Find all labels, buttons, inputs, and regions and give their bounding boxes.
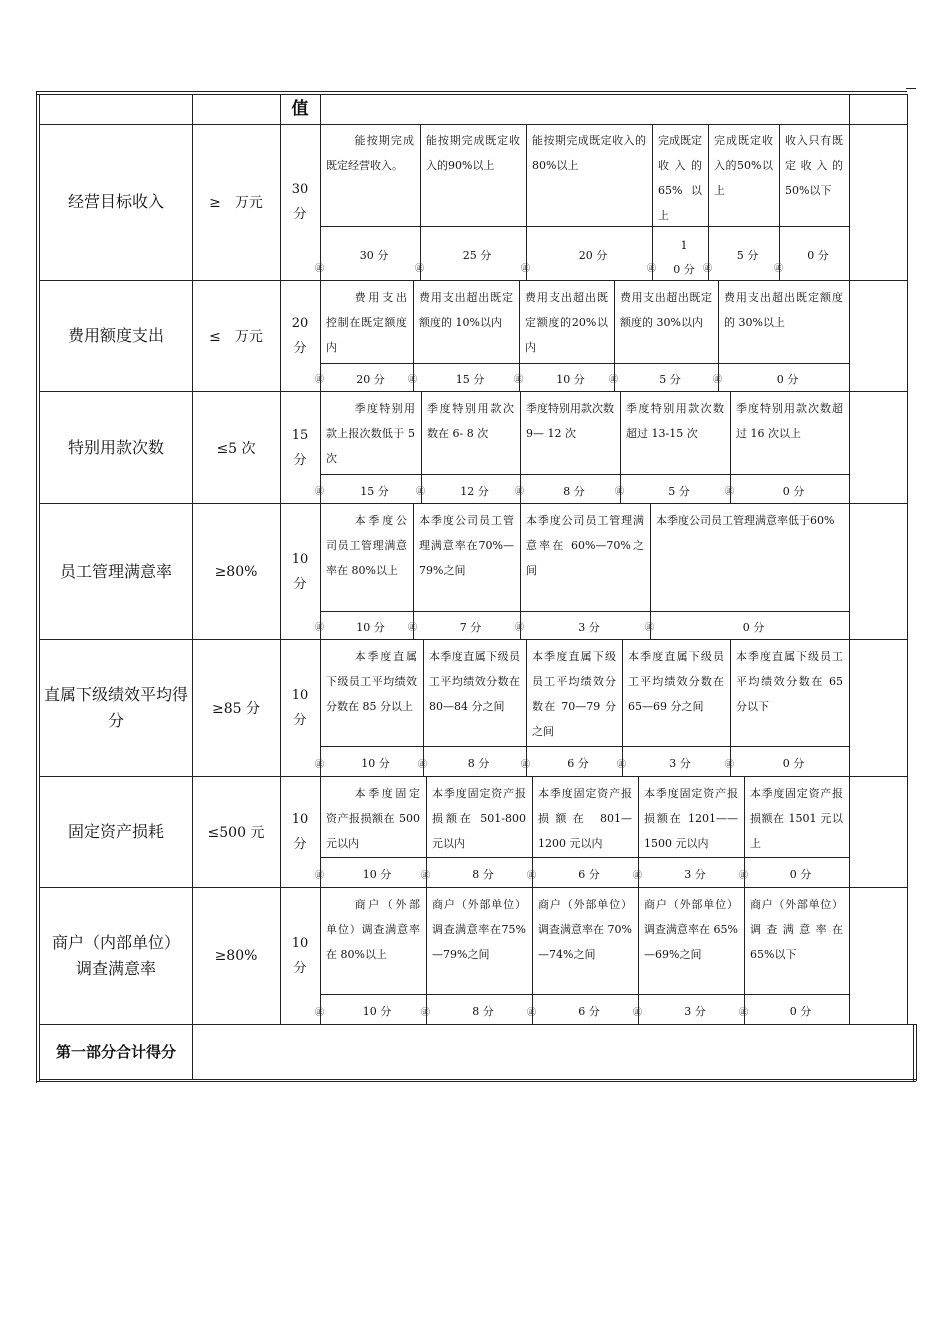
level-description: 季度特别用款次数超过 13-15 次 xyxy=(626,402,724,440)
circle-mark: ㊣ xyxy=(315,1008,325,1018)
level-description: 季度特别用款次数 9— 12 次 xyxy=(526,402,614,440)
metric-name: 经营目标收入 xyxy=(67,192,164,211)
level-score: 0 分 xyxy=(789,868,812,881)
metric-target: ≥80% xyxy=(214,948,258,964)
level-score: 10 分 xyxy=(556,373,585,386)
level-score: 5 分 xyxy=(736,249,759,262)
metric-weight: 10 分 xyxy=(291,688,309,728)
level-score: 6 分 xyxy=(578,1005,600,1018)
level-description: 本季度直属下级员工平均绩效分数在 80—84 分之间 xyxy=(429,650,520,713)
metric-name: 直属下级绩效平均得分 xyxy=(43,685,188,730)
metric-weight: 10 分 xyxy=(291,551,309,592)
level-description: 能按期完成既定收入的90%以上 xyxy=(426,134,520,172)
level-score: 20 分 xyxy=(356,373,385,386)
grid-line xyxy=(849,640,850,776)
circle-mark: ㊣ xyxy=(725,760,735,770)
circle-mark: ㊣ xyxy=(416,487,426,497)
grid-line xyxy=(320,226,849,227)
grid-line xyxy=(320,746,849,747)
grid-line xyxy=(39,1079,916,1080)
grid-line xyxy=(320,611,849,612)
metric-target: ≥85 分 xyxy=(212,701,260,717)
grid-line xyxy=(423,640,424,776)
level-description: 本季度直属下级员工平均绩效分数在 65—69 分之间 xyxy=(628,650,724,713)
circle-mark: ㊣ xyxy=(725,487,735,497)
metric-target: ≤500 元 xyxy=(207,825,265,841)
level-description: 本季度直属下级员工平均绩效分数在 85 分以上 xyxy=(326,650,417,713)
level-description: 本季度固定资产报损额在 801—1200 元以内 xyxy=(538,787,632,850)
level-description: 本季度固定资产报损额在 1201——1500 元以内 xyxy=(644,787,738,850)
grid-line xyxy=(413,504,414,639)
level-description: 费用支出超出既定额度的20%以内 xyxy=(525,291,608,354)
circle-mark: ㊣ xyxy=(315,264,325,274)
grid-line xyxy=(320,994,849,995)
grid-line xyxy=(652,124,653,280)
level-description: 收入只有既定收入的 50%以下 xyxy=(785,134,843,197)
level-score: 8 分 xyxy=(472,868,494,881)
metric-weight: 20 分 xyxy=(291,316,309,356)
grid-line xyxy=(426,888,427,1024)
grid-line xyxy=(420,124,421,280)
circle-mark: ㊣ xyxy=(703,264,713,274)
level-description: 季度特别用款次数在 6- 8 次 xyxy=(427,402,514,440)
grid-line xyxy=(906,88,916,89)
circle-mark: ㊣ xyxy=(315,487,325,497)
level-description: 费用支出控制在既定额度内 xyxy=(326,291,407,354)
metric-name: 特别用款次数 xyxy=(67,437,164,457)
level-score: 3 分 xyxy=(684,868,706,881)
level-score: 5 分 xyxy=(668,484,690,498)
grid-line xyxy=(849,281,850,391)
circle-mark: ㊣ xyxy=(315,871,325,881)
level-score: 6 分 xyxy=(567,757,589,770)
circle-mark: ㊣ xyxy=(647,264,657,274)
header-value-label: 值 xyxy=(291,99,309,119)
level-score: 10 分 xyxy=(362,868,392,881)
circle-mark: ㊣ xyxy=(521,264,531,274)
grid-line xyxy=(779,124,780,280)
circle-mark: ㊣ xyxy=(527,1008,537,1018)
level-score: 8 分 xyxy=(472,1005,494,1018)
metric-name: 商户（内部单位） 调查满意率 xyxy=(51,933,180,978)
grid-line xyxy=(36,91,907,92)
level-score: 8 分 xyxy=(563,484,585,498)
grid-line xyxy=(638,888,639,1024)
circle-mark: ㊣ xyxy=(421,1008,431,1018)
grid-line xyxy=(622,640,623,776)
level-score: 15 分 xyxy=(455,373,485,386)
metric-target: ≤ 万元 xyxy=(209,329,263,345)
grid-line xyxy=(526,640,527,776)
level-description: 本季度公司员工管理满意率低于60% xyxy=(656,514,835,527)
level-description: 商户（外部单位）调查满意率在 80%以上 xyxy=(326,898,420,961)
level-score: 0 分 xyxy=(742,621,765,634)
circle-mark: ㊣ xyxy=(713,375,723,385)
level-description: 季度特别用款次数超过 16 次以上 xyxy=(736,402,843,440)
metric-weight: 30 分 xyxy=(291,182,309,222)
grid-line xyxy=(849,94,850,124)
grid-line xyxy=(849,888,850,1024)
level-description: 费用支出超出既定额度的 30%以上 xyxy=(724,291,843,329)
level-description: 商户（外部单位）调查满意率在 65%—69%之间 xyxy=(644,898,738,961)
grid-line xyxy=(849,392,850,503)
level-score: 0 分 xyxy=(782,484,805,498)
grid-line xyxy=(192,1024,193,1079)
level-score: 0 分 xyxy=(776,373,799,386)
grid-line xyxy=(526,124,527,280)
circle-mark: ㊣ xyxy=(514,375,524,385)
level-score: 25 分 xyxy=(462,249,492,262)
metric-target: ≥80% xyxy=(214,563,258,580)
grid-line xyxy=(320,640,321,776)
level-score: 3 分 xyxy=(669,757,691,770)
circle-mark: ㊣ xyxy=(645,623,655,633)
footer-label: 第一部分合计得分 xyxy=(55,1042,176,1061)
level-description: 商户（外部单位）调查满意率在 70%—74%之间 xyxy=(538,898,632,961)
level-score: 10 分 xyxy=(362,1005,392,1018)
level-score: 0 分 xyxy=(807,249,829,262)
grid-line xyxy=(744,888,745,1024)
metric-weight: 10 分 xyxy=(291,812,309,852)
level-score: 12 分 xyxy=(460,484,489,498)
grid-line xyxy=(650,504,651,639)
level-description: 本季度公司员工管理满意率在 80%以上 xyxy=(326,514,407,577)
circle-mark: ㊣ xyxy=(521,760,531,770)
grid-line xyxy=(320,504,321,639)
circle-mark: ㊣ xyxy=(774,264,784,274)
circle-mark: ㊣ xyxy=(315,760,325,770)
grid-line xyxy=(36,91,37,1083)
level-description: 商户（外部单位）调查满意率在 65%以下 xyxy=(750,898,843,961)
metric-name: 员工管理满意率 xyxy=(59,561,172,581)
circle-mark: ㊣ xyxy=(615,487,625,497)
circle-mark: ㊣ xyxy=(408,623,418,633)
circle-mark: ㊣ xyxy=(633,1008,643,1018)
circle-mark: ㊣ xyxy=(739,871,749,881)
grid-line xyxy=(320,94,321,124)
level-description: 本季度直属下级员工平均绩效分数在 70—79 分之间 xyxy=(532,650,616,738)
level-score: 6 分 xyxy=(578,868,600,881)
circle-mark: ㊣ xyxy=(609,375,619,385)
level-score: 3 分 xyxy=(684,1005,706,1018)
level-score: 30 分 xyxy=(359,249,389,262)
level-description: 完成既定收入的50%以上 xyxy=(714,134,773,197)
circle-mark: ㊣ xyxy=(415,264,425,274)
level-description: 本季度公司员工管理满意率在70%—79%之间 xyxy=(419,514,514,577)
grid-line xyxy=(532,888,533,1024)
grid-line xyxy=(192,94,193,124)
circle-mark: ㊣ xyxy=(739,1008,749,1018)
grid-line xyxy=(36,94,907,95)
grid-line xyxy=(907,94,908,1024)
metric-target: ≥ 万元 xyxy=(209,195,263,211)
level-score: 0 分 xyxy=(789,1005,812,1018)
grid-line xyxy=(520,504,521,639)
level-description: 完成既定收入的65%以上 xyxy=(658,134,702,222)
level-description: 费用支出超出既定额度的 30%以内 xyxy=(620,291,712,329)
grid-line xyxy=(320,363,849,364)
metric-target: ≤5 次 xyxy=(216,440,256,457)
grid-line xyxy=(36,1081,916,1082)
level-score: 8 分 xyxy=(467,757,490,770)
grid-line xyxy=(849,777,850,887)
level-score: 15 分 xyxy=(360,484,389,498)
grid-line xyxy=(916,1024,917,1081)
circle-mark: ㊣ xyxy=(633,871,643,881)
grid-line xyxy=(913,1024,914,1081)
circle-mark: ㊣ xyxy=(408,375,418,385)
grid-line xyxy=(320,124,321,280)
grid-line xyxy=(730,640,731,776)
circle-mark: ㊣ xyxy=(315,623,325,633)
level-score: 3 分 xyxy=(578,621,600,634)
level-score: 10 分 xyxy=(356,621,385,634)
level-score: 5 分 xyxy=(659,373,681,386)
grid-line xyxy=(849,124,850,280)
level-description: 本季度直属下级员工平均绩效分数在 65 分以下 xyxy=(736,650,843,713)
level-description: 能按期完成既定收入的 80%以上 xyxy=(532,134,646,172)
level-description: 本季度固定资产报损额在 500 元以内 xyxy=(326,787,420,850)
level-description: 商户（外部单位）调查满意率在75%—79%之间 xyxy=(432,898,526,961)
level-score: 7 分 xyxy=(459,621,482,634)
level-score: 20 分 xyxy=(578,249,608,262)
circle-mark: ㊣ xyxy=(527,871,537,881)
level-score: 0 分 xyxy=(782,757,805,770)
level-description: 能按期完成既定经营收入。 xyxy=(326,134,414,172)
circle-mark: ㊣ xyxy=(617,760,627,770)
circle-mark: ㊣ xyxy=(315,375,325,385)
level-description: 费用支出超出既定额度的 10%以内 xyxy=(419,291,513,329)
metric-weight: 10 分 xyxy=(291,936,309,976)
level-description: 季度特别用款上报次数低于 5 次 xyxy=(326,402,415,465)
level-description: 本季度公司员工管理满意率在 60%—70%之间 xyxy=(526,514,644,577)
level-description: 本季度固定资产报损额在 501-800 元以内 xyxy=(432,787,526,850)
level-score: 10 分 xyxy=(361,757,390,770)
level-score: 1 0 分 xyxy=(673,239,695,276)
metric-name: 固定资产损耗 xyxy=(67,822,164,841)
metric-weight: 15 分 xyxy=(291,427,309,468)
grid-line xyxy=(320,888,321,1024)
grid-line xyxy=(320,857,849,858)
grid-line xyxy=(849,504,850,639)
circle-mark: ㊣ xyxy=(418,760,428,770)
circle-mark: ㊣ xyxy=(515,623,525,633)
level-description: 本季度固定资产报损额在 1501 元以上 xyxy=(750,787,843,850)
circle-mark: ㊣ xyxy=(515,487,525,497)
circle-mark: ㊣ xyxy=(421,871,431,881)
grid-line xyxy=(320,474,849,475)
metric-name: 费用额度支出 xyxy=(67,326,164,345)
grid-line xyxy=(708,124,709,280)
